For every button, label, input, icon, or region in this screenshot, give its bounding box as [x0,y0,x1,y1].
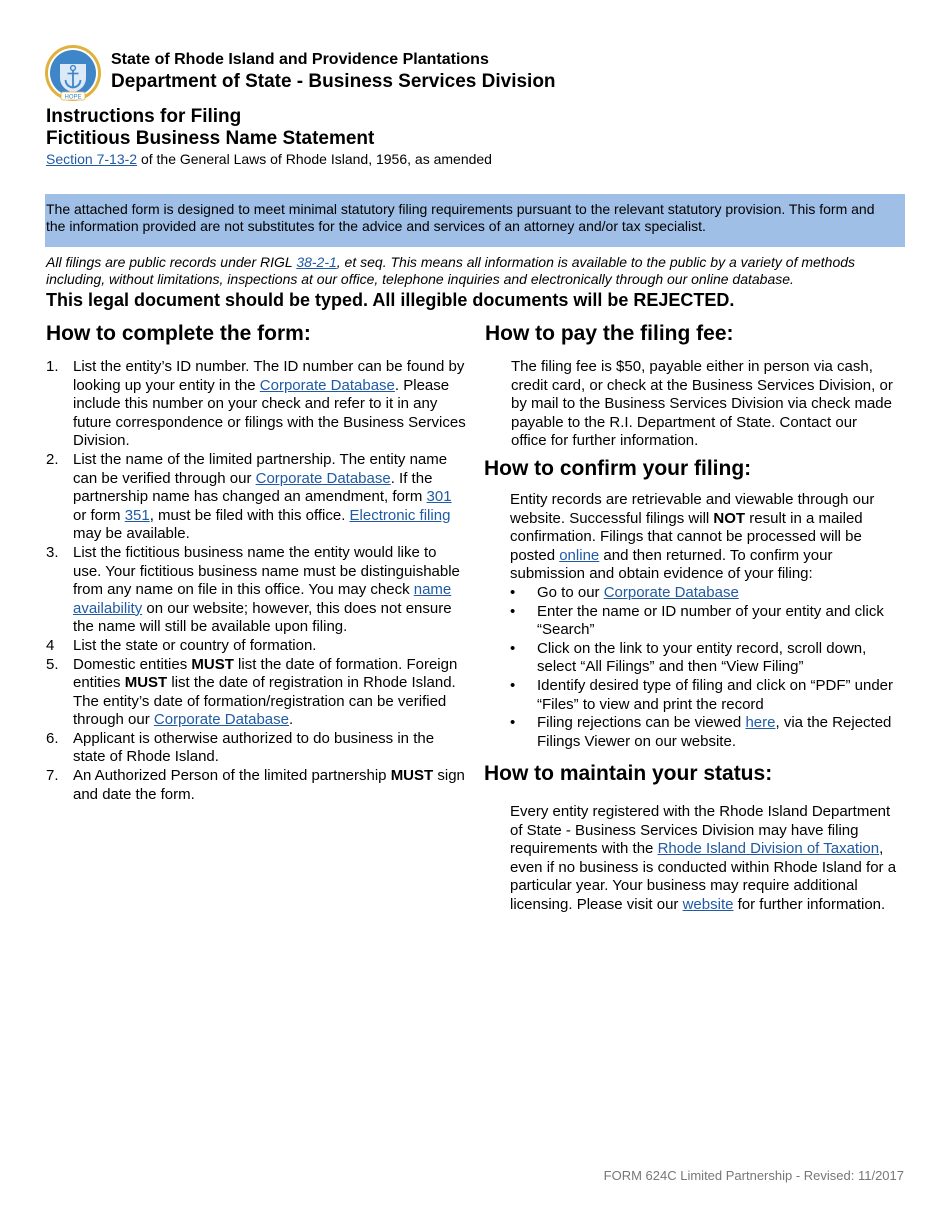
division-of-taxation-link[interactable]: Rhode Island Division of Taxation [657,840,880,858]
list-item [46,637,466,656]
maintain-status-text: Every entity registered with the Rhode Island Department of State - Business Services Division may have filing requirements with the Rhode Island Division of Taxation, even if no business is conducted within Rhode Island for a particular year. Your business may require additional licensing. Please visit our website for further information. [510,803,897,913]
statute-reference-text: of the General Laws of Rhode Island, 1956, as amended [137,151,492,167]
bullet-icon: • [510,639,516,657]
list-item [46,730,466,767]
step-text: . If the partnership name has changed an amendment, form [73,469,433,506]
emphasis-must: MUST [390,767,434,785]
page-title-line1: Instructions for Filing [46,106,242,127]
step-text: Applicant is otherwise authorized to do business in the state of Rhode Island. [73,729,435,766]
step-text: list the date of registration in Rhode Island. The entity’s date of formation/registration can be verified through our [73,674,456,729]
corporate-database-link[interactable]: Corporate Database [153,711,289,729]
confirm-filing-text: Entity records are retrievable and viewable through our website. Successful filings will NOT result in a mailed confirmation. Filings that cannot be processed will be posted online and then returned. To confirm your submission and obtain evidence of your filing: [510,491,875,583]
notice-text-2: , et seq. This means all information is available to the public by a variety of methods including, without limitations, inspections at our office, telephone inquiries and electronically through our online database. [46,254,856,287]
step-text: list the date of formation. Foreign entities [73,655,458,692]
step-text: . Please include this number on your check and refer to it in any future correspondence or filings with the Business Services Division. [73,376,466,450]
emphasis-must: MUST [124,674,168,692]
state-name: State of Rhode Island and Providence Plantations [111,51,489,68]
state-seal-logo [44,44,102,102]
list-item [46,544,466,637]
corporate-database-link[interactable]: Corporate Database [603,583,739,601]
step-number: 2. [46,450,59,468]
step-text: List the name of the limited partnership. The entity name can be verified through our [73,450,448,487]
step-text: An Authorized Person of the limited partnership [73,767,391,785]
step-text: , must be filed with this office. [149,506,350,524]
confirm-filing-section [510,491,905,751]
step-number: 3. [46,543,59,561]
bullet-icon: • [510,602,516,620]
online-link[interactable]: online [559,546,600,564]
corporate-database-link[interactable]: Corporate Database [255,469,391,487]
rigl-link[interactable]: 38-2-1 [296,254,337,270]
disclaimer-line1: The attached form is designed to meet minimal statutory filing requirements pursuant to the relevant statutory provision. This form and [46,201,875,217]
step-text: or form [73,506,125,524]
pay-fee-text: The filing fee is $50, payable either in person via cash, credit card, or check at the Business Services Division, or by mail to the Business Services Division via check made payable to the R.I. Department of State. Contact our office for further information. [511,358,893,450]
notice-text-1: All filings are public records under RIGL [46,254,297,270]
step-text: List the fictitious business name the entity would like to use. Your fictitious business name must be distinguishable from any name on file in this office. You may check [73,543,460,599]
form-footer: FORM 624C Limited Partnership - Revised: 11/2017 [603,1168,904,1183]
bullet-icon: • [510,676,516,694]
step-number: 5. [46,655,59,673]
electronic-filing-link[interactable]: Electronic filing [349,506,451,524]
bullet-icon: • [510,714,516,732]
maintain-status-heading: How to maintain your status: [484,762,773,785]
list-item: • Identify desired type of filing and click on “PDF” under “Files” to view and print the record [510,676,894,713]
step-text: List the entity’s ID number. The ID number can be found by looking up your entity in the [73,358,465,394]
step-text: sign and date the form. [73,767,465,803]
list-item [46,451,466,544]
website-link[interactable]: website [682,895,734,913]
step-text: Domestic entities [73,655,192,673]
step-number: 4 [46,636,55,654]
department-name: Department of State - Business Services Division [111,71,556,92]
statute-link[interactable]: Section 7-13-2 [46,151,138,167]
public-records-notice [46,254,906,288]
complete-form-heading: How to complete the form: [46,322,311,345]
list-item: • Enter the name or ID number of your entity and click “Search” [510,602,884,639]
emphasis-not: NOT [713,509,746,527]
emphasis-must: MUST [191,655,234,673]
disclaimer-banner [45,194,905,247]
step-text: may be available. [73,525,190,543]
form-301-link[interactable]: 301 [426,488,452,506]
step-text: List the state or country of formation. [73,636,317,654]
seal-motto: HOPE [64,94,82,101]
step-number: 1. [46,358,59,375]
typed-warning: This legal document should be typed. All illegible documents will be REJECTED. [46,290,735,310]
list-item [46,358,466,451]
step-number: 6. [46,729,59,747]
list-item: • Click on the link to your entity record, scroll down, select “All Filings” and then “View Filing” [510,639,867,676]
disclaimer-line2: the information provided are not substitutes for the advice and services of an attorney and/or tax specialist. [46,218,706,234]
step-text: on our website; however, this does not ensure the name will still be available upon filing. [73,599,452,636]
list-item [46,656,466,730]
bullet-icon: • [510,583,516,601]
list-item: • Filing rejections can be viewed here, via the Rejected Filings Viewer on our website. [510,714,892,750]
name-availability-link[interactable]: name availability [73,581,452,617]
confirm-filing-heading: How to confirm your filing: [484,457,752,480]
complete-form-steps [46,358,466,804]
rejected-filings-link[interactable]: here [745,714,776,732]
step-text: . [288,711,294,729]
page-title-line2: Fictitious Business Name Statement [46,128,375,149]
pay-fee-heading: How to pay the filing fee: [485,322,734,345]
form-351-link[interactable]: 351 [124,506,150,524]
corporate-database-link[interactable]: Corporate Database [259,376,395,394]
statute-reference [46,151,492,167]
list-item [46,767,466,804]
list-item: • Go to our Corporate Database [510,583,739,601]
step-number: 7. [46,767,59,785]
